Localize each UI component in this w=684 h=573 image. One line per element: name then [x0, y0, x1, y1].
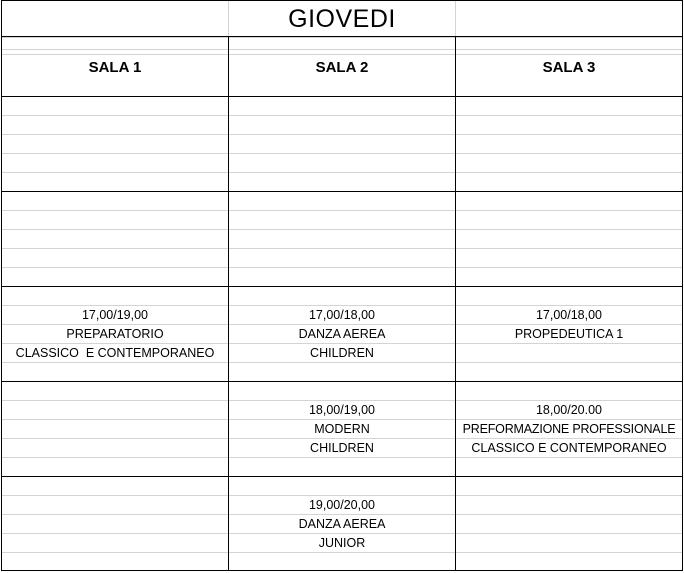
border-line — [1, 0, 683, 1]
border-line — [228, 36, 229, 571]
border-line — [1, 286, 683, 287]
class-time: 17,00/19,00 — [81, 308, 149, 322]
class-name: MODERN — [314, 422, 370, 436]
class-name: DANZA AEREA — [298, 517, 386, 531]
class-level: CLASSICO E CONTEMPORANEO — [15, 346, 215, 360]
gridline — [1, 37, 682, 38]
room-header-sala-2: SALA 2 — [315, 58, 369, 76]
gridline — [1, 210, 682, 211]
class-name: PREPARATORIO — [66, 327, 164, 341]
room-header-sala-3: SALA 3 — [542, 58, 596, 76]
class-level: CHILDREN — [310, 441, 374, 455]
class-time: 19,00/20,00 — [308, 498, 376, 512]
class-time: 18,00/20.00 — [535, 403, 603, 417]
class-cell-sala-2 — [229, 306, 455, 363]
class-name: PROPEDEUTICA 1 — [514, 327, 624, 341]
class-cell-sala-1 — [2, 306, 228, 363]
border-line — [682, 0, 683, 571]
gridline — [1, 54, 682, 55]
border-line — [455, 36, 456, 571]
class-level: CHILDREN — [310, 346, 374, 360]
border-line — [1, 476, 683, 477]
class-level: JUNIOR — [318, 536, 366, 550]
border-line — [1, 0, 2, 571]
class-cell-sala-3 — [456, 306, 682, 344]
border-line — [1, 381, 683, 382]
class-time: 17,00/18,00 — [535, 308, 603, 322]
class-cell-sala-2 — [229, 496, 455, 553]
class-time: 18,00/19,00 — [308, 403, 376, 417]
class-level: CLASSICO E CONTEMPORANEO — [471, 441, 667, 455]
gridline — [1, 172, 682, 173]
gridline — [1, 267, 682, 268]
gridline — [455, 0, 456, 37]
class-name: DANZA AEREA — [298, 327, 386, 341]
gridline — [1, 248, 682, 249]
gridline — [1, 134, 682, 135]
gridline — [1, 229, 682, 230]
room-header-sala-1: SALA 1 — [88, 58, 142, 76]
border-line — [1, 96, 683, 97]
gridline — [1, 115, 682, 116]
day-title: GIOVEDI — [288, 4, 396, 33]
class-name: PREFORMAZIONE PROFESSIONALE — [462, 422, 676, 436]
class-cell-sala-3 — [456, 401, 682, 458]
class-time: 17,00/18,00 — [308, 308, 376, 322]
gridline — [1, 153, 682, 154]
border-line — [1, 191, 683, 192]
border-line — [1, 570, 683, 571]
class-cell-sala-2 — [229, 401, 455, 458]
border-line — [1, 36, 683, 37]
gridline — [1, 49, 682, 50]
